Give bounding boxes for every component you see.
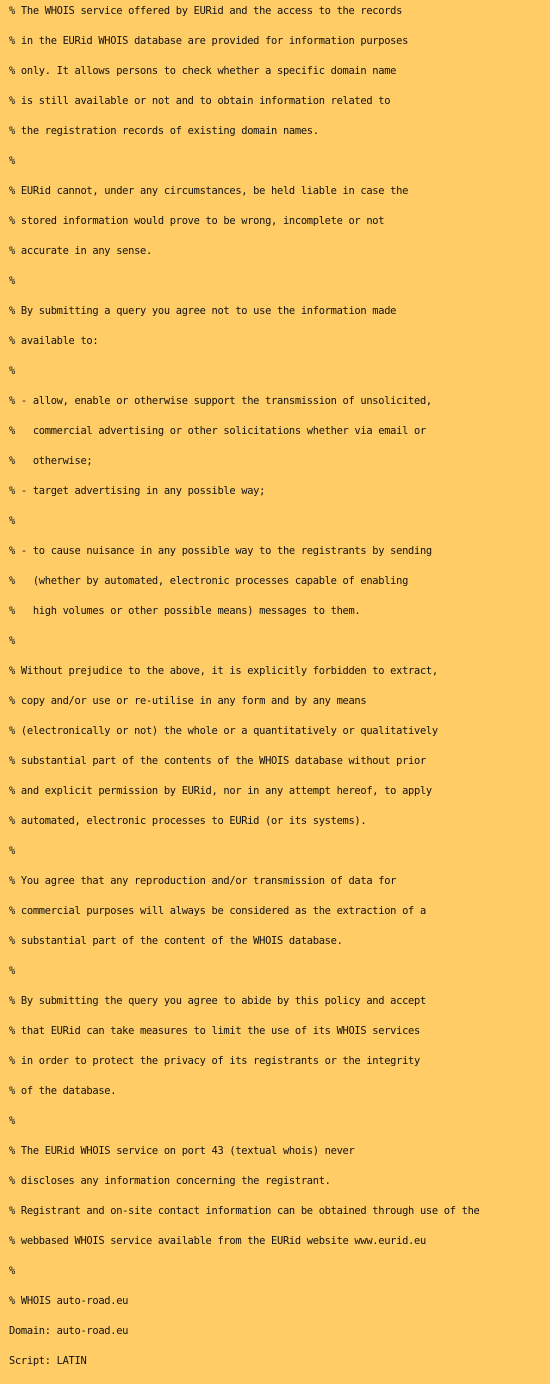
whois-line: % The EURid WHOIS service on port 43 (textual whois) never (9, 1145, 355, 1157)
whois-output (9, 4, 480, 1384)
whois-line: % webbased WHOIS service available from the EURid website www.eurid.eu (9, 1235, 426, 1247)
script-line: Script: LATIN (9, 1355, 87, 1367)
whois-line: % - to cause nuisance in any possible way to the registrants by sending (9, 545, 432, 557)
whois-line: % otherwise; (9, 455, 93, 467)
whois-line: % (whether by automated, electronic processes capable of enabling (9, 575, 409, 587)
whois-line: % high volumes or other possible means) messages to them. (9, 605, 361, 617)
whois-line: % commercial advertising or other solicitations whether via email or (9, 425, 426, 437)
whois-line: % in order to protect the privacy of its registrants or the integrity (9, 1055, 420, 1067)
whois-line: % the registration records of existing domain names. (9, 125, 319, 137)
whois-line: % substantial part of the contents of the WHOIS database without prior (9, 755, 426, 767)
whois-line: % only. It allows persons to check whether a specific domain name (9, 65, 397, 77)
whois-line: % (9, 845, 15, 857)
whois-line: % EURid cannot, under any circumstances, be held liable in case the (9, 185, 409, 197)
whois-line: % You agree that any reproduction and/or transmission of data for (9, 875, 397, 887)
whois-line: % By submitting a query you agree not to use the information made (9, 305, 397, 317)
whois-line: % substantial part of the content of the WHOIS database. (9, 935, 343, 947)
whois-line: % (9, 1265, 15, 1277)
whois-line: % Registrant and on-site contact information can be obtained through use of the (9, 1205, 480, 1217)
whois-line: % copy and/or use or re-utilise in any form and by any means (9, 695, 367, 707)
whois-line: % available to: (9, 335, 99, 347)
whois-line: % - target advertising in any possible way; (9, 485, 266, 497)
whois-line: % (electronically or not) the whole or a quantitatively or qualitatively (9, 725, 438, 737)
whois-line: % and explicit permission by EURid, nor in any attempt hereof, to apply (9, 785, 432, 797)
whois-line: % automated, electronic processes to EURid (or its systems). (9, 815, 367, 827)
whois-line: % The WHOIS service offered by EURid and the access to the records (9, 5, 403, 17)
whois-line: % of the database. (9, 1085, 117, 1097)
whois-line: % is still available or not and to obtain information related to (9, 95, 391, 107)
whois-line: % that EURid can take measures to limit the use of its WHOIS services (9, 1025, 420, 1037)
whois-line: % (9, 155, 15, 167)
whois-line: % discloses any information concerning the registrant. (9, 1175, 331, 1187)
whois-line: % By submitting the query you agree to abide by this policy and accept (9, 995, 426, 1007)
whois-line: % in the EURid WHOIS database are provided for information purposes (9, 35, 409, 47)
whois-line: % commercial purposes will always be considered as the extraction of a (9, 905, 426, 917)
whois-line: % accurate in any sense. (9, 245, 152, 257)
whois-line: % Without prejudice to the above, it is explicitly forbidden to extract, (9, 665, 438, 677)
whois-line: % (9, 965, 15, 977)
whois-line: % stored information would prove to be wrong, incomplete or not (9, 215, 385, 227)
whois-line: % (9, 365, 15, 377)
whois-line: % - allow, enable or otherwise support the transmission of unsolicited, (9, 395, 432, 407)
domain-line: Domain: auto-road.eu (9, 1325, 129, 1337)
whois-query-line: % WHOIS auto-road.eu (9, 1295, 129, 1307)
whois-line: % (9, 1115, 15, 1127)
whois-line: % (9, 515, 15, 527)
whois-line: % (9, 635, 15, 647)
whois-line: % (9, 275, 15, 287)
